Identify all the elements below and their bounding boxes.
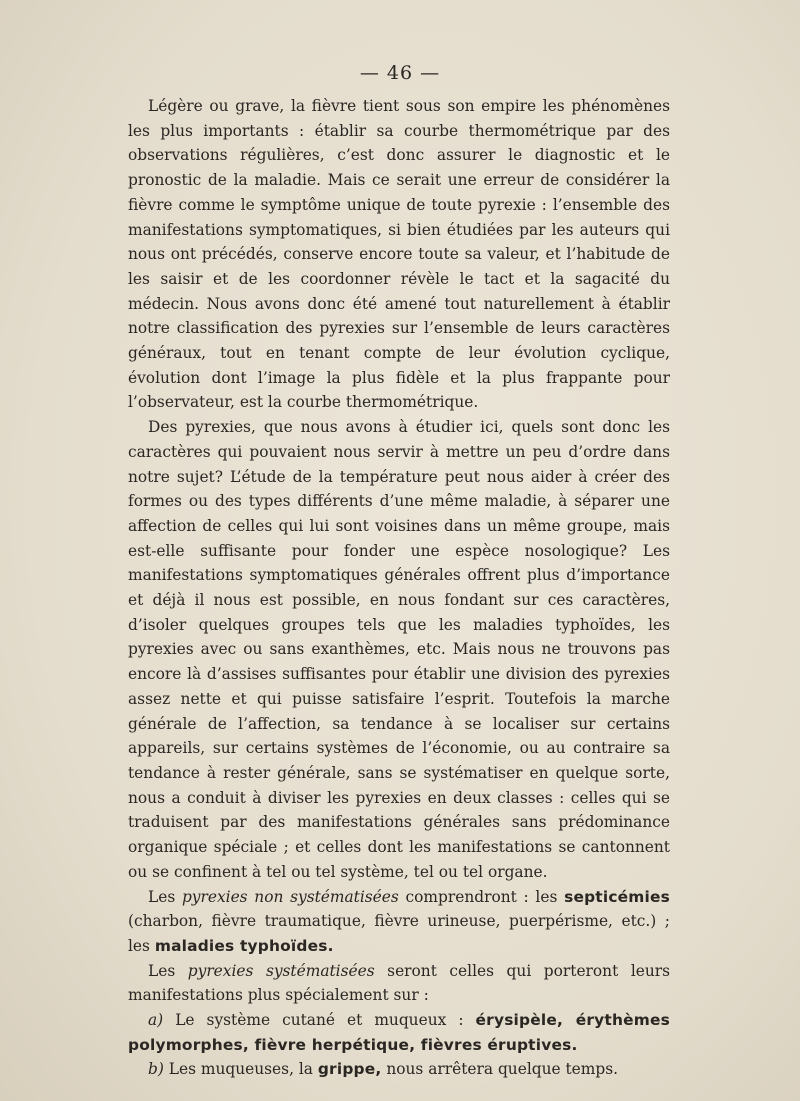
term-septicemies: septicémies — [564, 887, 671, 906]
body-text — [128, 94, 670, 1082]
list-item-a: a) Le système cutané et muqueux : érysipèle, érythèmes polymorphes, fièvre herpétique, fièvres éruptives. — [128, 1011, 670, 1054]
paragraph-fever-importance: Légère ou grave, la fièvre tient sous son empire les phénomènes les plus importants : établir sa courbe thermométrique par des observations régulières, c’est donc assurer le diagnostic et le pronostic de la maladie. Mais ce serait une erreur de considérer la fièvre comme le symptôme unique de toute pyrexie : l’ensemble des manifestations symptomatiques, si bien étudiées par les auteurs qui nous ont précédés, conserve encore toute sa valeur, et l’habitude de les saisir et de les coordonner révèle le tact et la sagacité du médecin. Nous avons donc été amené tout naturellement à établir notre classification des pyrexies sur l’ensemble de leurs caractères généraux, tout en tenant compte de leur évolution cyclique, évolution dont l’image la plus fidèle et la plus frappante pour l’observateur, est la courbe thermométrique. — [128, 97, 670, 412]
term-cutaneous-diseases: érysipèle, érythèmes polymorphes, fièvre herpétique, fièvres éruptives. — [128, 1011, 670, 1054]
term-grippe: grippe, — [317, 1060, 382, 1079]
list-marker-b: b) — [148, 1060, 164, 1079]
paragraph-pyrexia-classification: Des pyrexies, que nous avons à étudier ici, quels sont donc les caractères qui pouvaient nous servir à mettre un peu d’ordre dans notre sujet? L’étude de la température peut nous aider à créer des formes ou des types différents d’une même maladie, à séparer une affection de celles qui lui sont voisines dans un même groupe, mais est-elle suffisante pour fonder une espèce nosologique? Les manifestations symptomatiques générales offrent plus d’importance et déjà il nous est possible, en nous fondant sur ces caractères, d’isoler quelques groupes tels que les maladies typhoïdes, les pyrexies avec ou sans exanthèmes, etc. Mais nous ne trouvons pas encore là d’assises suffisantes pour établir une division des pyrexies assez nette et qui puisse satisfaire l’esprit. Toutefois la marche générale de l’affection, sa tendance à se localiser sur certains appareils, sur certains systèmes de l’économie, ou au contraire sa tendance à rester générale, sans se systématiser en quelque sorte, nous a conduit à diviser les pyrexies en deux classes : celles qui se traduisent par des manifestations générales sans prédominance organique spéciale ; et celles dont les manifestations se cantonnent ou se confinent à tel ou tel système, tel ou tel organe. — [128, 418, 670, 881]
term-typhoid: maladies typhoïdes. — [154, 936, 334, 955]
term-non-systematized: pyrexies non systématisées — [181, 887, 399, 906]
list-marker-a: a) — [148, 1011, 164, 1030]
term-systematized: pyrexies systématisées — [187, 961, 375, 980]
paragraph-systematized: Les pyrexies systématisées seront celles qui porteront leurs manifestations plus spécialement sur : — [128, 961, 671, 1005]
paragraph-non-systematized: Les pyrexies non systématisées comprendront : les septicémies (charbon, fièvre traumatique, fièvre urineuse, puerpérisme, etc.) ; les maladies typhoïdes. — [128, 887, 671, 955]
page-number: — 46 — — [359, 62, 441, 84]
list-item-b: b) Les muqueuses, la grippe, nous arrêtera quelque temps. — [148, 1060, 619, 1079]
